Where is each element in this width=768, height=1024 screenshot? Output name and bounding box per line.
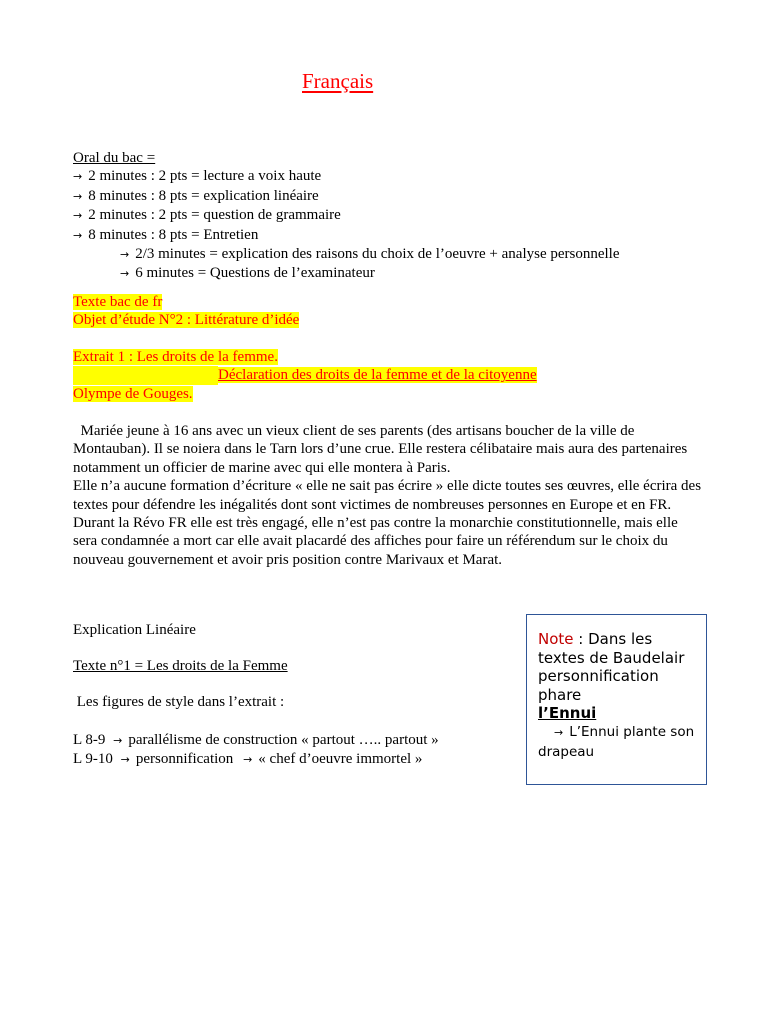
objet-etude-label: Objet d’étude N°2 : Littérature d’idée (73, 312, 300, 329)
extrait-section (73, 348, 537, 403)
texte-bac-label: Texte bac de fr (73, 294, 163, 310)
bio-paragraph: Mariée jeune à 16 ans avec un vieux client de ses parents (des artisans boucher de la ville de Montauban). Il se noiera dans le Tarn lors d’une crue. Elle restera célibataire mais aura des partenaires notamment un officier de marine avec qui elle montera à Paris. (73, 423, 691, 476)
arrow-right-icon: → (73, 170, 83, 184)
oral-heading: Oral du bac = (73, 150, 156, 166)
note-title: l’Ennui (538, 704, 597, 723)
list-item: → 8 minutes : 8 pts = Entretien (73, 226, 620, 245)
biography (73, 422, 703, 569)
note-label: Note (538, 630, 574, 648)
figures-heading: Les figures de style dans l’extrait : (73, 694, 285, 710)
bio-paragraph: Durant la Révo FR elle est très engagé, elle n’est pas contre la monarchie constitutionnelle, mais elle sera condamnée a mort car elle avait placardé des affiches pour faire un référendum sur le choix du nouveau gouvernement et avoir pris position contre Marivaux et Marat. (73, 515, 678, 568)
list-item: → 2 minutes : 2 pts = question de grammaire (73, 206, 620, 225)
note-text: : Dans les textes de Baudelair personnification phare (538, 630, 685, 704)
arrow-right-icon: → (120, 248, 130, 262)
texte1-heading: Texte n°1 = Les droits de la Femme (73, 658, 288, 674)
arrow-right-icon: → (73, 209, 83, 223)
list-item: → 8 minutes : 8 pts = explication linéaire (73, 187, 620, 206)
list-item: L 9-10 → personnification → « chef d’oeuvre immortel » (73, 750, 439, 769)
explication-heading: Explication Linéaire (73, 622, 196, 638)
author-name: Olympe de Gouges. (73, 385, 193, 402)
list-item: L 8-9 → parallélisme de construction « partout ….. partout » (73, 731, 439, 750)
figure-list (73, 731, 439, 770)
list-item: → 2 minutes : 2 pts = lecture a voix haute (73, 167, 620, 186)
list-subitem: → 2/3 minutes = explication des raisons du choix de l’oeuvre + analyse personnelle (73, 245, 620, 264)
extrait-title: Extrait 1 : Les droits de la femme. (73, 349, 278, 365)
list-subitem: → 6 minutes = Questions de l’examinateur (73, 264, 620, 283)
declaration-title: Déclaration des droits de la femme et de la citoyenne (218, 367, 537, 384)
arrow-right-icon: → (73, 228, 83, 242)
note-sub: L’Ennui plante son drapeau (538, 723, 695, 760)
page-title: Français (302, 69, 374, 93)
note-box (526, 614, 707, 785)
arrow-right-icon: → (113, 734, 123, 747)
texte-bac-section (73, 293, 299, 330)
bio-paragraph: Elle n’a aucune formation d’écriture « elle ne sait pas écrire » elle dicte toutes ses œuvres, elle écrira des textes pour défendre les inégalités dont sont victimes de nombreuses personnes en Europe et en FR. (73, 478, 702, 513)
oral-section (73, 149, 620, 284)
arrow-right-icon: → (120, 267, 130, 281)
arrow-right-icon: → (73, 189, 83, 203)
arrow-right-icon: → (120, 753, 130, 767)
highlight-spacer (73, 366, 218, 384)
arrow-right-icon: → (554, 725, 564, 739)
arrow-right-icon: → (243, 753, 253, 767)
